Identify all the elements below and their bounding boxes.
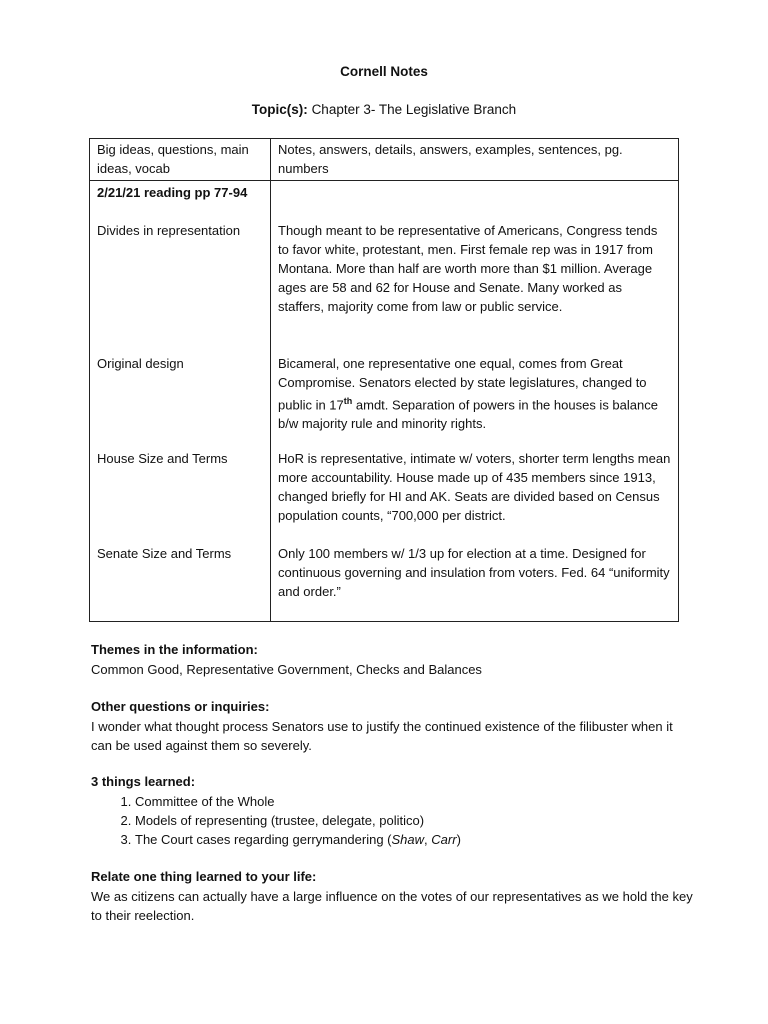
cue-divides-in-representation: Divides in representation: [97, 223, 241, 238]
note-original-design-text-a: Bicameral, one representative one equal, comes from Great Compromise. Senators elected by state legislatures, changed to public in 17: [278, 356, 647, 413]
learned-item: [135, 830, 691, 849]
reading-date-label: 2/21/21 reading pp 77-94: [97, 185, 248, 200]
ordinal-superscript: th: [343, 396, 353, 406]
questions-text: I wonder what thought process Senators use to justify the continued existence of the filibuster when it can be used against them so severely.: [91, 718, 673, 753]
note-original-design: [278, 354, 671, 449]
note-senate-size-and-terms: Only 100 members w/ 1/3 up for election at a time. Designed for continuous governing and insulation from voters. Fed. 64 “uniformity and order.”: [278, 546, 670, 599]
learned-section: [91, 772, 691, 849]
relate-heading: Relate one thing learned to your life:: [91, 869, 317, 884]
table-header-row: [90, 139, 679, 181]
topic-label: Topic(s):: [251, 102, 308, 117]
learned-item-3-separator: ,: [424, 831, 432, 847]
topic-line: [0, 102, 768, 117]
cue-original-design: Original design: [97, 356, 184, 371]
cue-senate-size-and-terms: Senate Size and Terms: [97, 546, 232, 561]
relate-section: [91, 867, 696, 926]
cue-column: [90, 181, 271, 622]
cue-house-size-and-terms: House Size and Terms: [97, 451, 228, 466]
cue-column-header: Big ideas, questions, main ideas, vocab: [90, 139, 271, 181]
note-original-design-text-b: amdt. Separation of powers in the houses is balance b/w majority rule and minority rights.: [278, 397, 658, 432]
themes-section: [91, 640, 691, 679]
relate-text: We as citizens can actually have a large influence on the votes of our representatives as we hold the key to their reelection.: [91, 888, 693, 923]
cornell-notes-table: [89, 138, 679, 622]
case-name-carr: Carr: [431, 831, 457, 847]
themes-text: Common Good, Representative Government, Checks and Balances: [91, 661, 482, 677]
topic-value: Chapter 3- The Legislative Branch: [311, 102, 517, 117]
notes-column-header: Notes, answers, details, answers, examples, sentences, pg. numbers: [271, 139, 679, 181]
learned-heading: 3 things learned:: [91, 774, 196, 789]
note-divides-in-representation: Though meant to be representative of Americans, Congress tends to favor white, protestant, men. First female rep was in 1917 from Montana. More than half are worth more than $1 million. Average ages are 58 and 62 for House and Senate. Many worked as staffers, majority come from law or public service.: [278, 223, 658, 314]
learned-item: 1. Committee of the Whole: [135, 792, 691, 811]
note-house-size-and-terms: HoR is representative, intimate w/ voters, shorter term lengths mean more accountability. House made up of 435 members since 1913, changed briefly for HI and AK. Seats are divided based on Census population counts, “700,000 per district.: [278, 451, 671, 523]
learned-list: [91, 792, 691, 849]
questions-section: [91, 697, 686, 756]
case-name-shaw: Shaw: [391, 831, 425, 847]
table-body-row: [90, 181, 679, 622]
page-title: Cornell Notes: [340, 64, 428, 79]
questions-heading: Other questions or inquiries:: [91, 699, 270, 714]
learned-item-3-prefix: The Court cases regarding gerrymandering (: [135, 831, 392, 847]
notes-column: [271, 181, 679, 622]
learned-item-3-suffix: ): [456, 831, 461, 847]
themes-heading: Themes in the information:: [91, 642, 258, 657]
learned-item: 2. Models of representing (trustee, delegate, politico): [135, 811, 691, 830]
